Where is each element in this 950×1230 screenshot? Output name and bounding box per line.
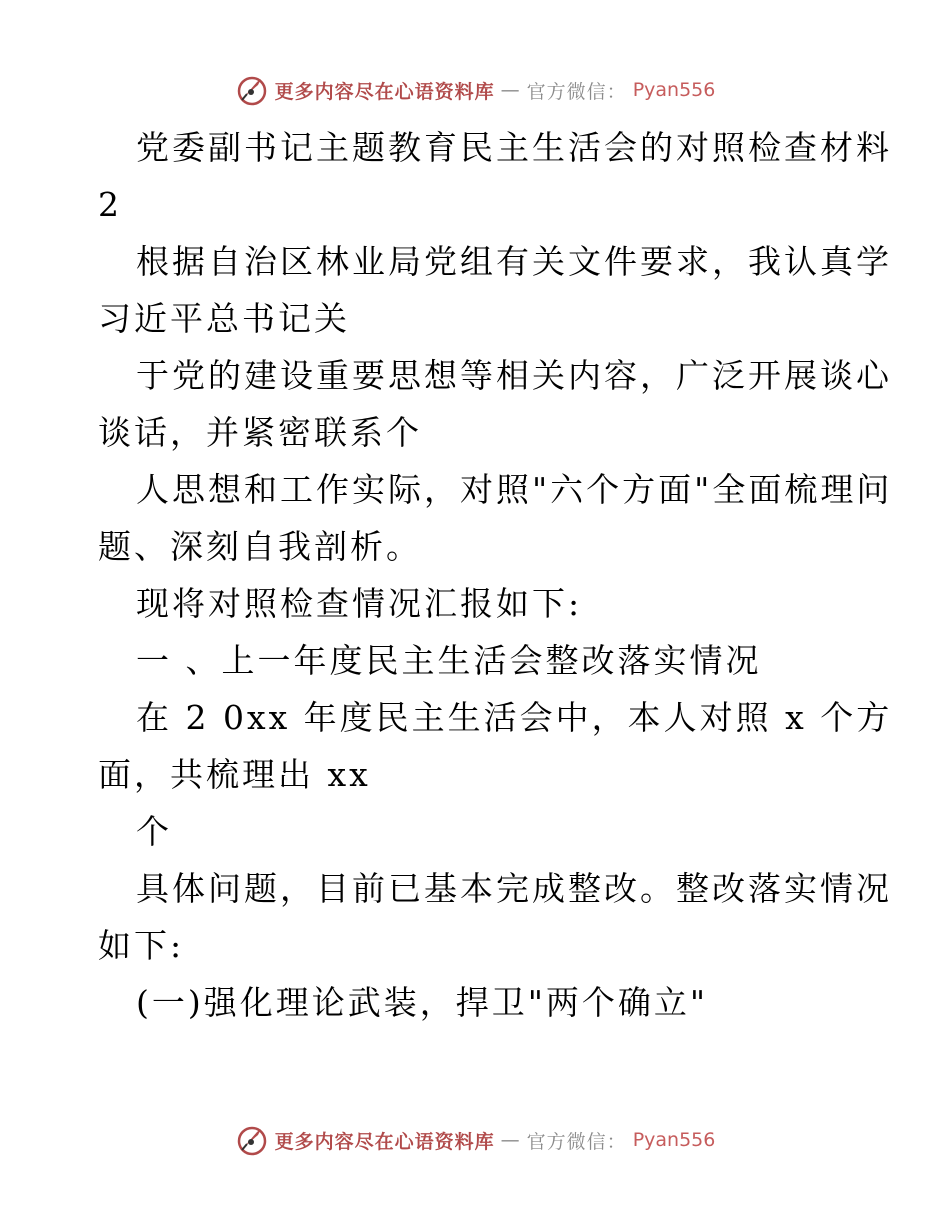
text-line: 如下: <box>98 926 185 965</box>
text-line: 根据自治区林业局党组有关文件要求，我认真学 <box>136 242 892 281</box>
banner-separator: — <box>500 79 521 101</box>
text-line: 2 <box>98 185 122 224</box>
text-line: 于党的建设重要思想等相关内容，广泛开展谈心 <box>136 356 892 395</box>
banner-account-id: Pyan556 <box>632 1129 716 1151</box>
text-line: 习近平总书记关 <box>98 299 350 338</box>
text-line: 谈话，并紧密联系个 <box>98 413 422 452</box>
quill-logo-icon <box>235 73 269 107</box>
quill-logo-icon <box>235 1123 269 1157</box>
text-line: 现将对照检查情况汇报如下: <box>136 584 583 623</box>
banner-secondary-text: 官方微信： <box>526 80 627 103</box>
text-line: 面，共梳理出 xx <box>98 755 371 794</box>
banner-account-id: Pyan556 <box>632 79 716 101</box>
text-line: 人思想和工作实际，对照"六个方面"全面梳理问 <box>136 470 893 509</box>
text-line: 在 2 0xx 年度民主生活会中，本人对照 x 个方 <box>136 698 893 737</box>
text-line: 具体问题，目前已基本完成整改。整改落实情况 <box>136 869 892 908</box>
text-line: 党委副书记主题教育民主生活会的对照检查材料 <box>136 128 892 167</box>
text-line: 一 、上一年度民主生活会整改落实情况 <box>136 641 762 680</box>
text-line: (一)强化理论武装，捍卫"两个确立" <box>136 983 709 1022</box>
banner-secondary-text: 官方微信： <box>526 1130 627 1153</box>
text-line: 个 <box>136 812 172 851</box>
text-line: 题、深刻自我剖析。 <box>98 527 422 566</box>
banner-main-text: 更多内容尽在心语资料库 <box>274 1130 495 1153</box>
header-banner <box>0 70 950 110</box>
banner-main-text: 更多内容尽在心语资料库 <box>274 80 495 103</box>
document-body <box>98 120 893 1032</box>
banner-separator: — <box>500 1129 521 1151</box>
footer-banner <box>0 1120 950 1160</box>
